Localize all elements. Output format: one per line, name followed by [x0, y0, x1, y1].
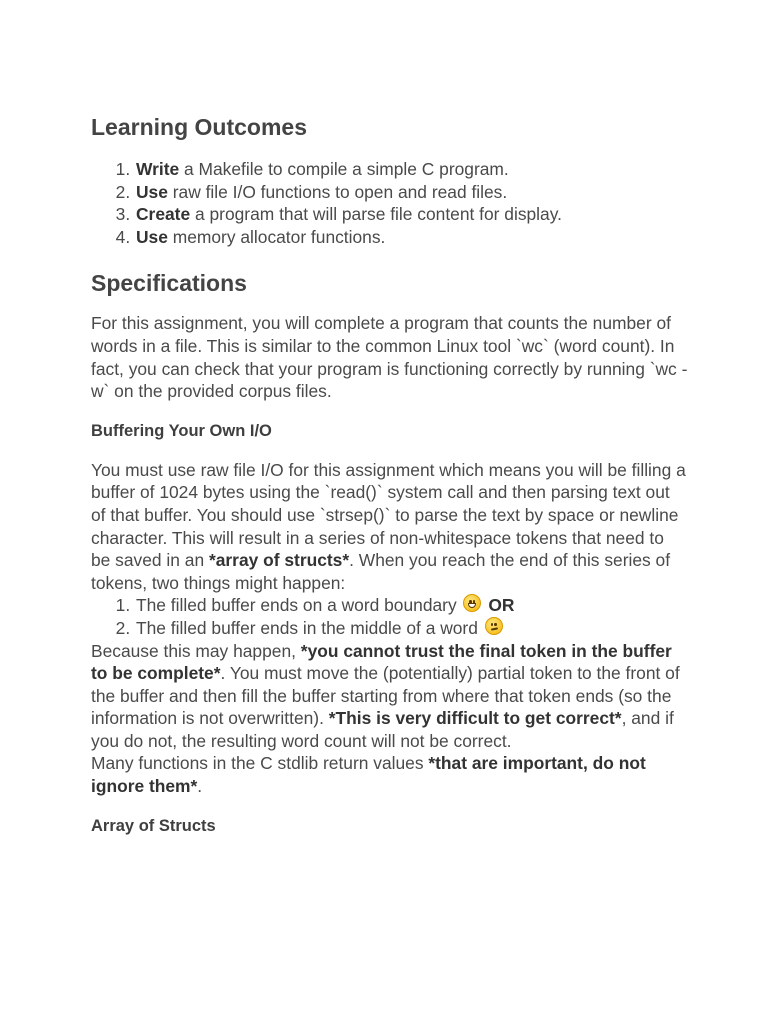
important-emphasis: *that are important, do not ignore them* [91, 753, 646, 797]
list-item [135, 226, 688, 249]
buffering-text-2: . When you reach the end of this series of tokens, two things might happen: [91, 550, 671, 593]
list-item-keyword: Use [136, 181, 168, 202]
stdlib-text-2: . [197, 776, 203, 797]
partial-token-paragraph [91, 640, 688, 753]
stdlib-text-1: Many functions in the C stdlib return values [91, 753, 429, 774]
list-item-text: a program that will parse file content for display. [190, 204, 562, 225]
learning-outcomes-heading: Learning Outcomes [91, 114, 307, 140]
stdlib-paragraph [91, 752, 688, 797]
list-item [135, 594, 688, 617]
list-item [135, 181, 688, 204]
final-token-emphasis: *you cannot trust the final token in the buffer to be complete* [91, 640, 672, 684]
buffering-heading: Buffering Your Own I/O [91, 421, 272, 440]
array-of-structs-emphasis: *array of structs* [208, 550, 350, 571]
difficult-emphasis: *This is very difficult to get correct* [328, 708, 622, 729]
list-item-text: memory allocator functions. [167, 226, 386, 247]
partial-token-text-2: . You must move the (potentially) partial token to the front of the buffer and then fill the buffer starting from where that token ends (so the information is not overwritten). [91, 663, 680, 729]
specifications-intro-paragraph: For this assignment, you will complete a program that counts the number of words in a file. This is similar to the common Linux tool `wc` (word count). In fact, you can check that your program is functioning correctly by running `wc -w` on the provided corpus files. [91, 313, 688, 402]
array-of-structs-heading: Array of Structs [91, 816, 216, 835]
list-item-keyword: Use [136, 226, 168, 247]
learning-outcomes-list [91, 158, 688, 248]
buffering-text-1: You must use raw file I/O for this assignment which means you will be filling a buffer of 1024 bytes using the `read()` system call and then parsing text out of that buffer. You should use `strsep()` to parse the text by space or newline character. This will result in a series of non-whitespace tokens that need to be saved in an [91, 459, 686, 571]
specifications-heading: Specifications [91, 270, 247, 297]
buffer-cases-list [91, 594, 688, 639]
list-item-text: raw file I/O functions to open and read files. [167, 181, 508, 202]
partial-token-text-1: Because this may happen, [91, 640, 301, 661]
buffering-paragraph [91, 459, 688, 595]
list-item [135, 203, 688, 226]
partial-token-text-3: , and if you do not, the resulting word count will not be correct. [91, 708, 674, 751]
list-item [135, 617, 688, 640]
list-item-text: a Makefile to compile a simple C program. [179, 159, 509, 179]
list-item [135, 158, 688, 181]
list-item-keyword: Write [136, 159, 180, 179]
case-or-label: OR [488, 595, 515, 616]
grinning-face-icon [463, 594, 481, 612]
case-text: The filled buffer ends on a word boundary [136, 595, 462, 616]
case-text: The filled buffer ends in the middle of a word [136, 617, 483, 638]
list-item-keyword: Create [136, 204, 191, 225]
confused-face-icon [485, 617, 503, 635]
